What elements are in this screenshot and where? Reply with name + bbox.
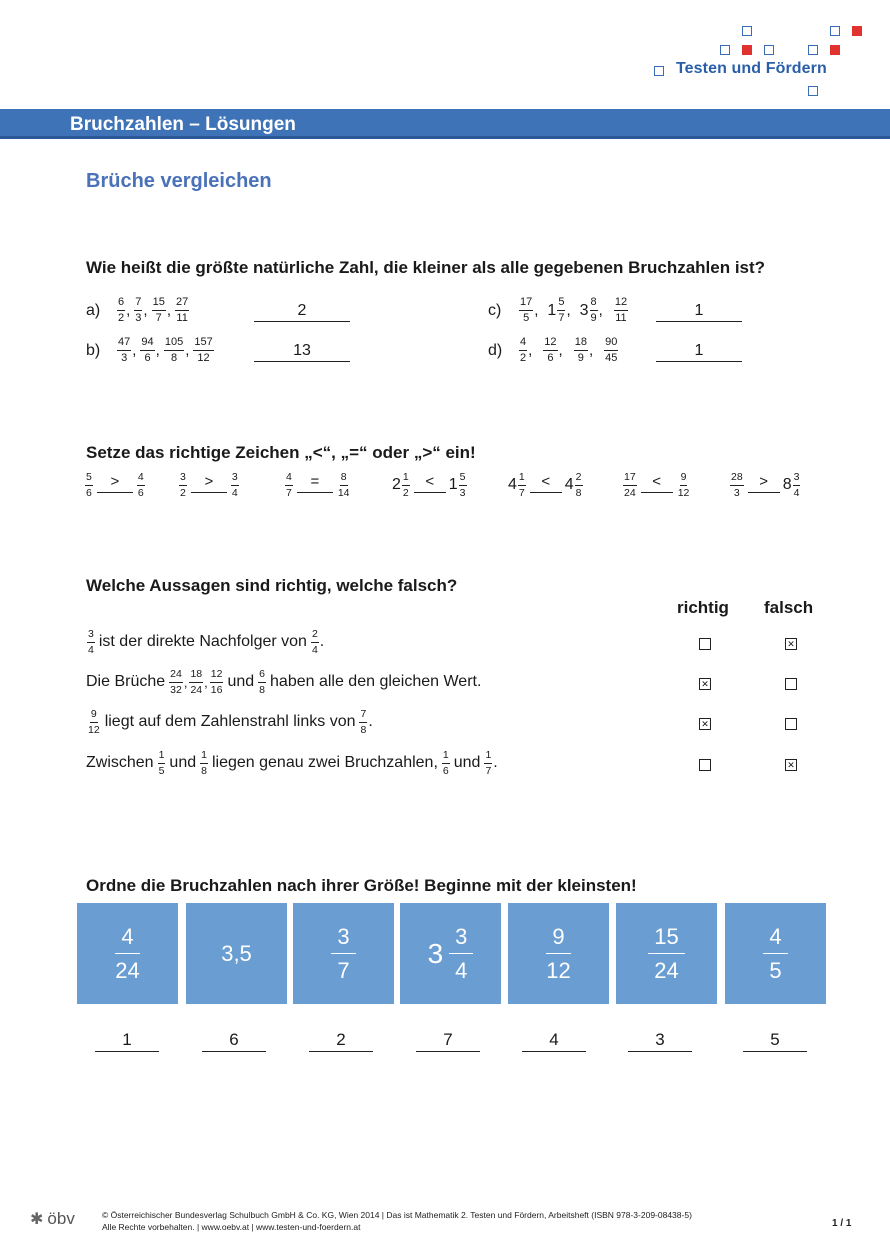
checkbox-richtig[interactable] <box>699 638 711 650</box>
sign-field[interactable]: = <box>297 477 333 493</box>
comparison <box>622 472 691 498</box>
statement-text: ist der direkte Nachfolger von <box>98 633 307 650</box>
number-tile[interactable]: 9 12 <box>508 903 609 1004</box>
whole-part: 1 <box>547 301 557 319</box>
fraction: $\frac{9}{12}$ <box>88 708 100 736</box>
task3-prompt: Welche Aussagen sind richtig, welche falsch? <box>86 576 458 595</box>
whole-part: 3 <box>579 301 589 319</box>
task1-prompt: Wie heißt die größte natürliche Zahl, die kleiner als alle gegebenen Bruchzahlen ist? <box>86 258 766 277</box>
fraction: $\frac{1}{6}$ <box>442 749 449 777</box>
fraction: $\frac{17}{5}$ <box>520 296 533 324</box>
footer-copyright <box>102 1209 692 1233</box>
logo-square <box>654 66 664 76</box>
number-tile[interactable]: 3 3 4 <box>400 903 501 1004</box>
checkbox-falsch[interactable] <box>785 638 797 650</box>
logo-square <box>720 45 730 55</box>
fraction: $\frac{24}{32}$ <box>170 668 182 696</box>
sign-field[interactable]: < <box>530 477 562 493</box>
column-header-richtig: richtig <box>677 598 729 617</box>
footer-line-1: © Österreichischer Bundesverlag Schulbuch GmbH & Co. KG, Wien 2014 | Das ist Mathematik 2. Testen und Fördern, Arbeitsheft (ISBN 978-3-209-08438-5) <box>102 1210 692 1220</box>
answer-field[interactable]: 13 <box>254 342 350 362</box>
logo-text: Testen und Fördern <box>676 60 827 77</box>
number-tile[interactable]: 3,5 <box>186 903 287 1004</box>
title-bar-edge <box>0 136 890 139</box>
logo-square <box>808 45 818 55</box>
logo-square-red <box>852 26 862 36</box>
answer-field[interactable]: 2 <box>254 302 350 322</box>
fraction: $\frac{27}{11}$ <box>176 296 189 324</box>
rank-field[interactable]: 7 <box>416 1030 480 1052</box>
statement-text: haben alle den gleichen Wert. <box>270 673 482 690</box>
checkbox-richtig[interactable] <box>699 678 711 690</box>
statement-2: Die Brüche $\frac{24}{32}$ , $\frac{18}{24}$ , $\frac{12}{16}$ und $\frac{6}{8}$ haben alle den gleichen Wert. <box>86 668 482 696</box>
statement-text: Zwischen <box>86 754 154 771</box>
fraction: $\frac{7}{8}$ <box>360 708 367 736</box>
logo-square <box>764 45 774 55</box>
fraction: $\frac{28}{3}$ <box>731 471 743 499</box>
fraction: $\frac{5}{7}$ <box>558 296 565 324</box>
page-number: 1 / 1 <box>832 1218 852 1229</box>
fraction: $\frac{94}{6}$ <box>141 336 154 364</box>
item-label: a) <box>86 301 101 319</box>
logo-square <box>808 86 818 96</box>
publisher-logo <box>30 1209 75 1229</box>
rank-field[interactable]: 1 <box>95 1030 159 1052</box>
item-label: b) <box>86 341 101 359</box>
whole-part: 2 <box>392 476 401 493</box>
fraction: $\frac{12}{16}$ <box>210 668 223 696</box>
fraction: $\frac{17}{24}$ <box>624 471 636 499</box>
column-header-falsch: falsch <box>764 598 814 617</box>
rank-field[interactable]: 6 <box>202 1030 266 1052</box>
publisher-star-icon: ✱ <box>30 1211 44 1228</box>
fraction: $\frac{1}{5}$ <box>158 749 165 777</box>
fraction: $\frac{2}{4}$ <box>311 628 318 656</box>
logo-square-red <box>830 45 840 55</box>
number-tile[interactable]: 15 24 <box>616 903 717 1004</box>
publisher-name: öbv <box>47 1209 75 1228</box>
comparison <box>729 472 801 498</box>
fraction: $\frac{4}{6}$ <box>137 471 144 499</box>
rank-field[interactable]: 4 <box>522 1030 586 1052</box>
statement-text: und <box>227 673 255 690</box>
comparison <box>392 472 468 498</box>
fraction: $\frac{47}{3}$ <box>118 336 131 364</box>
comparison <box>84 472 146 498</box>
fraction: $\frac{5}{3}$ <box>459 471 466 499</box>
statement-text: Die Brüche <box>86 673 166 690</box>
fraction: $\frac{90}{45}$ <box>605 336 618 364</box>
checkbox-richtig[interactable] <box>699 718 711 730</box>
sign-field[interactable]: > <box>748 477 780 493</box>
item-label: d) <box>488 341 503 359</box>
comparison <box>178 472 240 498</box>
task1-item-c: c) $\frac{17}{5}$ , 1 $\frac{5}{7}$ , 3 $\frac{8}{9}$ , $\frac{12}{11}$ <box>488 296 628 324</box>
fraction: $\frac{3}{4}$ <box>231 471 238 499</box>
item-label: c) <box>488 301 502 319</box>
footer-line-2: Alle Rechte vorbehalten. | www.oebv.at | www.testen-und-foerdern.at <box>102 1222 361 1232</box>
fraction: $\frac{1}{7}$ <box>485 749 492 777</box>
answer-field[interactable]: 1 <box>656 342 742 362</box>
statement-1: $\frac{3}{4}$ ist der direkte Nachfolger von $\frac{2}{4}$ . <box>88 628 325 656</box>
logo-square-red <box>742 45 752 55</box>
number-tile[interactable]: 4 24 <box>77 903 178 1004</box>
task2-prompt: Setze das richtige Zeichen „<“, „=“ oder „>“ ein! <box>86 443 476 462</box>
fraction: $\frac{1}{2}$ <box>402 471 409 499</box>
logo-square <box>830 26 840 36</box>
number-tile[interactable]: 4 5 <box>725 903 826 1004</box>
fraction: $\frac{1}{7}$ <box>518 471 525 499</box>
sign-field[interactable]: < <box>641 477 673 493</box>
rank-field[interactable]: 2 <box>309 1030 373 1052</box>
task1-item-d: d) $\frac{4}{2}$ , $\frac{12}{6}$ , $\frac{18}{9}$ , $\frac{90}{45}$ <box>488 336 618 364</box>
rank-field[interactable]: 5 <box>743 1030 807 1052</box>
fraction: $\frac{12}{6}$ <box>544 336 557 364</box>
logo-square <box>742 26 752 36</box>
page-title: Bruchzahlen – Lösungen <box>70 114 296 135</box>
fraction: $\frac{15}{7}$ <box>152 296 165 324</box>
rank-field[interactable]: 3 <box>628 1030 692 1052</box>
answer-field[interactable]: 1 <box>656 302 742 322</box>
whole-part: 8 <box>782 476 792 493</box>
checkbox-falsch[interactable] <box>785 678 797 690</box>
whole-part: 4 <box>564 476 574 493</box>
fraction: $\frac{3}{4}$ <box>88 628 94 656</box>
statement-4: Zwischen $\frac{1}{5}$ und $\frac{1}{8}$ liegen genau zwei Bruchzahlen, $\frac{1}{6}$ und $\frac{1}{7}$ . <box>86 749 498 777</box>
fraction: $\frac{9}{12}$ <box>677 471 690 499</box>
fraction: $\frac{5}{6}$ <box>86 471 92 499</box>
fraction: $\frac{12}{11}$ <box>614 296 628 324</box>
fraction: $\frac{6}{8}$ <box>259 668 266 696</box>
comparison <box>508 472 584 498</box>
statement-text: liegen genau zwei Bruchzahlen, <box>211 754 438 771</box>
task4-prompt: Ordne die Bruchzahlen nach ihrer Größe! Beginne mit der kleinsten! <box>86 876 637 895</box>
fraction: $\frac{18}{9}$ <box>574 336 587 364</box>
fraction: $\frac{7}{3}$ <box>135 296 142 324</box>
statement-text: und <box>453 754 481 771</box>
whole-part: 1 <box>448 476 458 493</box>
fraction: $\frac{2}{8}$ <box>575 471 582 499</box>
checkbox-falsch[interactable] <box>785 718 797 730</box>
sign-field[interactable]: > <box>191 477 227 493</box>
checkbox-falsch[interactable] <box>785 759 797 771</box>
fraction: $\frac{157}{12}$ <box>194 336 213 364</box>
fraction: $\frac{8}{9}$ <box>590 296 597 324</box>
statement-3: $\frac{9}{12}$ liegt auf dem Zahlenstrahl links von $\frac{7}{8}$ . <box>88 708 373 736</box>
statement-text: liegt auf dem Zahlenstrahl links von <box>104 713 356 730</box>
fraction: $\frac{1}{8}$ <box>201 749 207 777</box>
comparison <box>284 472 352 498</box>
section-heading: Brüche vergleichen <box>86 170 272 192</box>
number-tile[interactable]: 3 7 <box>293 903 394 1004</box>
sign-field[interactable]: < <box>414 477 446 493</box>
fraction: $\frac{6}{2}$ <box>118 296 125 324</box>
fraction: $\frac{4}{2}$ <box>520 336 527 364</box>
whole-part: 4 <box>508 476 517 493</box>
fraction: $\frac{3}{4}$ <box>793 471 800 499</box>
task1-item-b: b) $\frac{47}{3}$ , $\frac{94}{6}$ , $\frac{105}{8}$ , $\frac{157}{12}$ <box>86 336 213 364</box>
fraction: $\frac{4}{7}$ <box>286 471 292 499</box>
task1-item-a: a) $\frac{6}{2}$ , $\frac{7}{3}$ , $\frac{15}{7}$ , $\frac{27}{11}$ <box>86 296 189 324</box>
fraction: $\frac{105}{8}$ <box>164 336 184 364</box>
fraction: $\frac{8}{14}$ <box>337 471 350 499</box>
fraction: $\frac{18}{24}$ <box>190 668 203 696</box>
statement-text: und <box>169 754 197 771</box>
sign-field[interactable]: > <box>97 477 133 493</box>
checkbox-richtig[interactable] <box>699 759 711 771</box>
fraction: $\frac{3}{2}$ <box>180 471 186 499</box>
